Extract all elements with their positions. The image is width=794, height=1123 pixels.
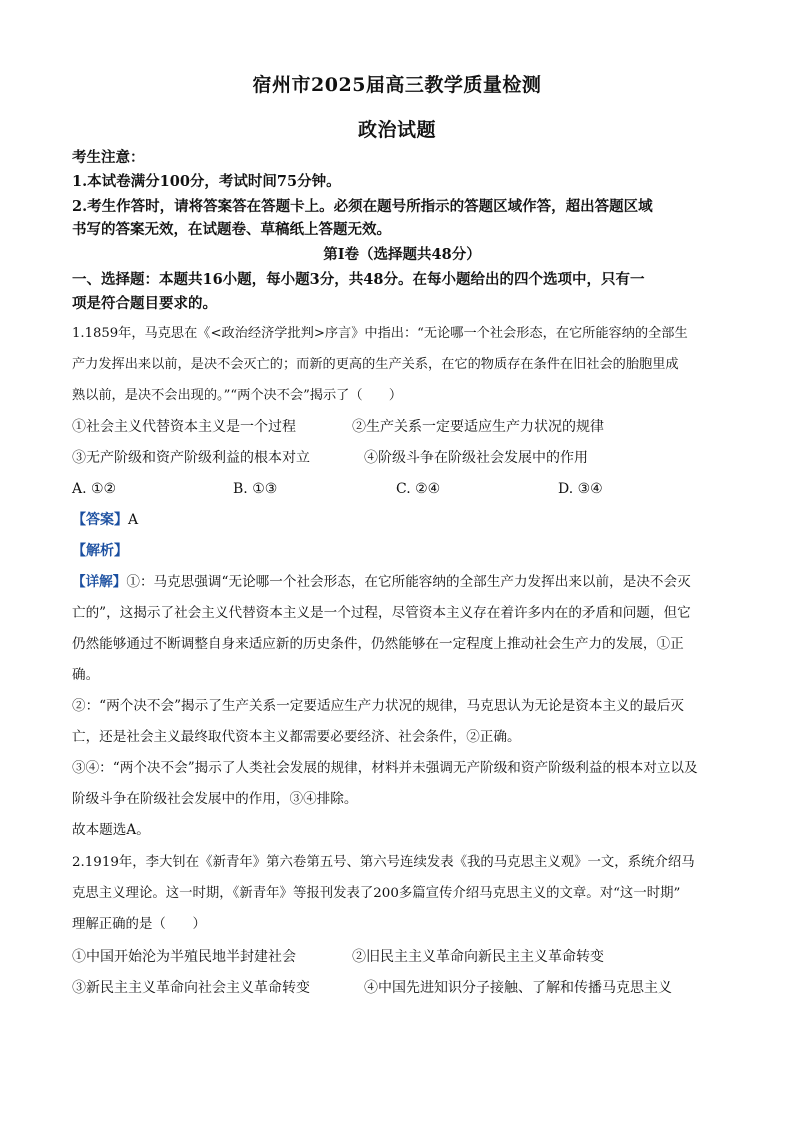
- q1-choice-d: D. ③④: [558, 481, 603, 497]
- q1-choice-a: A. ①②: [72, 481, 117, 497]
- q1-choice-c: C. ②④: [396, 481, 441, 497]
- q2-stem-line-2: 克思主义理论。这一时期，《新青年》等报刊发表了200多篇宣传介绍马克思主义的文章。对“这一时期”: [72, 886, 681, 901]
- notice-item-2-line-2: 书写的答案无效，在试题卷、草稿纸上答题无效。: [72, 221, 391, 238]
- q1-detail-line-4: 确。: [72, 667, 100, 683]
- q1-stem-line-1: 1.1859年，马克思在《<政治经济学批判>序言》中指出：“无论哪一个社会形态，在它所能容纳的全部生: [72, 326, 688, 341]
- notice-item-2-line-1: 2.考生作答时，请将答案答在答题卡上。必须在题号所指示的答题区域作答，超出答题区域: [72, 198, 653, 215]
- q1-option-3: ③无产阶级和资产阶级利益的根本对立: [72, 450, 310, 466]
- subject-title: 政治试题: [357, 119, 436, 141]
- q1-stem-line-2: 产力发挥出来以前，是决不会灭亡的；而新的更高的生产关系，在它的物质存在条件在旧社会的胎胞里成: [72, 357, 679, 372]
- q1-option-4: ④阶级斗争在阶级社会发展中的作用: [364, 450, 588, 466]
- q1-stem-line-3: 熟以前，是决不会出现的。”“两个决不会”揭示了（ ）: [72, 388, 403, 403]
- q1-option-2: ②生产关系一定要适应生产力状况的规律: [352, 419, 604, 435]
- q1-detail-line-8: 阶级斗争在阶级社会发展中的作用，③④排除。: [72, 791, 358, 807]
- detail-text: ①：马克思强调“无论哪一个社会形态，在它所能容纳的全部生产力发挥出来以前，是决不会灭: [126, 574, 691, 590]
- q1-detail-line-2: 亡的”，这揭示了社会主义代替资本主义是一个过程，尽管资本主义存在着许多内在的矛盾和问题，但它: [72, 605, 691, 621]
- notice-item-1: 1.本试卷满分100分，考试时间75分钟。: [72, 173, 341, 190]
- answer-label: 【答案】: [72, 512, 128, 528]
- q1-detail-line-5: ②：“两个决不会”揭示了生产关系一定要适应生产力状况的规律，马克思认为无论是资本主义的最后灭: [72, 698, 685, 714]
- q2-stem-line-1: 2.1919年，李大钊在《新青年》第六卷第五号、第六号连续发表《我的马克思主义观》一文，系统介绍马: [72, 855, 695, 870]
- section-instruction-line-1: 一、选择题：本题共16小题，每小题3分，共48分。在每小题给出的四个选项中，只有一: [72, 271, 645, 288]
- q2-option-4: ④中国先进知识分子接触、了解和传播马克思主义: [364, 980, 672, 996]
- q1-answer: [72, 510, 138, 530]
- q1-detail-line-3: 仍然能够通过不断调整自身来适应新的历史条件，仍然能够在一定程度上推动社会生产力的发展，①正: [72, 636, 684, 652]
- q1-detail-line-7: ③④：“两个决不会”揭示了人类社会发展的规律，材料并未强调无产阶级和资产阶级利益的根本对立以及: [72, 760, 698, 776]
- q1-option-1: ①社会主义代替资本主义是一个过程: [72, 419, 296, 435]
- q2-option-2: ②旧民主主义革命向新民主主义革命转变: [352, 949, 604, 965]
- analysis-label: 【解析】: [72, 543, 128, 559]
- notice-heading: 考生注意：: [72, 149, 145, 166]
- answer-value: A: [128, 512, 139, 528]
- q2-stem-line-3: 理解正确的是（ ）: [72, 917, 206, 932]
- q1-conclusion: 故本题选A。: [72, 822, 150, 838]
- q1-analysis-label: [72, 541, 128, 561]
- q1-choice-b: B. ①③: [233, 481, 278, 497]
- detail-label: 【详解】: [72, 574, 127, 590]
- part-title: 第Ⅰ卷（选择题共48分）: [323, 246, 481, 263]
- q1-detail-line-6: 亡，还是社会主义最终取代资本主义都需要必要经济、社会条件，②正确。: [72, 729, 521, 745]
- q1-detail-line-1: [72, 572, 691, 592]
- exam-title: 宿州市2025届高三教学质量检测: [252, 74, 542, 96]
- section-instruction-line-2: 项是符合题目要求的。: [72, 295, 217, 312]
- q2-option-1: ①中国开始沦为半殖民地半封建社会: [72, 949, 296, 965]
- q2-option-3: ③新民主主义革命向社会主义革命转变: [72, 980, 310, 996]
